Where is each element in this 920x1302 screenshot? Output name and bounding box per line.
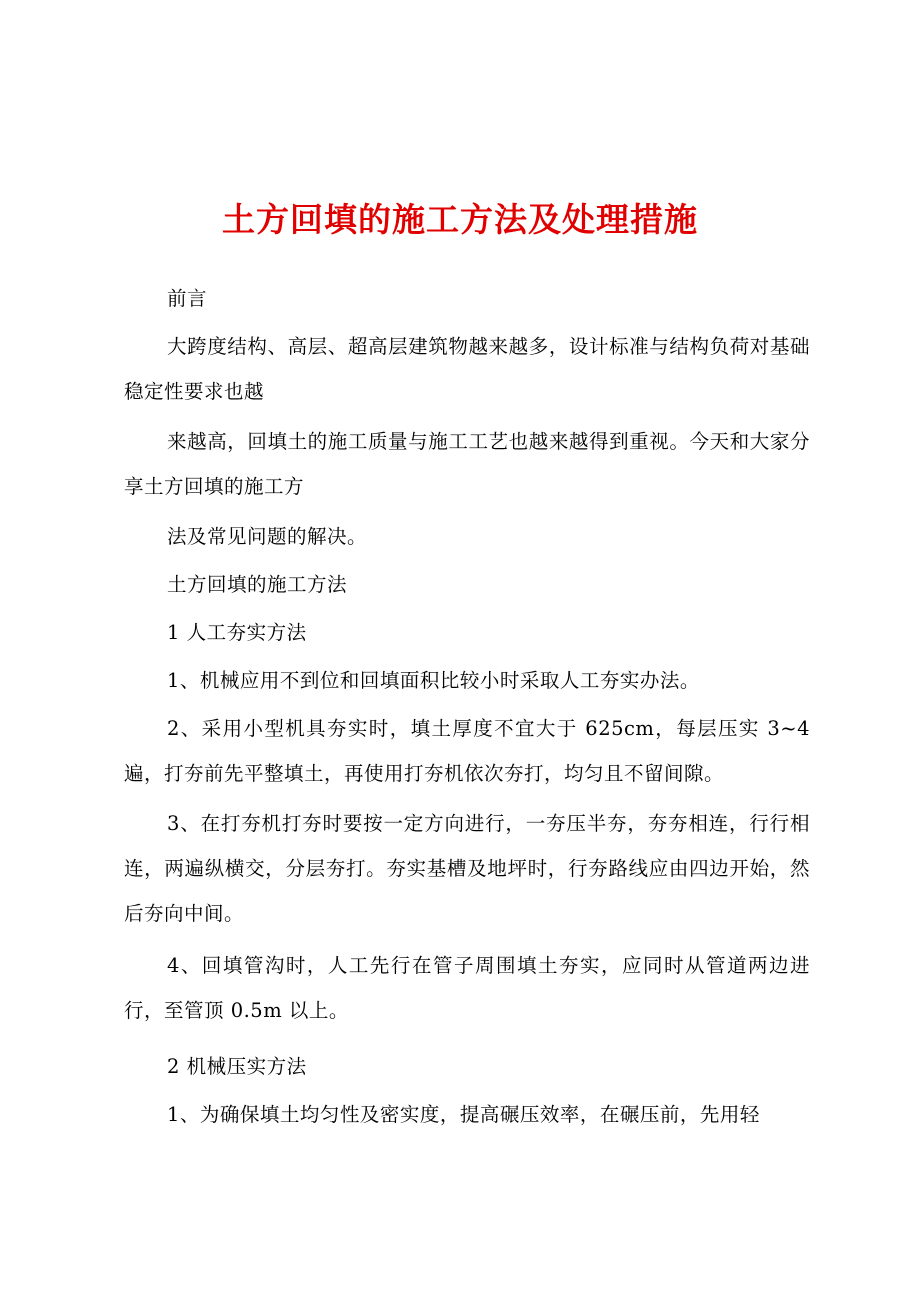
section-heading-methods: 土方回填的施工方法 [167, 573, 348, 596]
document-title: 土方回填的施工方法及处理措施 [222, 200, 698, 239]
list-item-manual-3: 3、在打夯机打夯时要按一定方向进行，一夯压半夯，夯夯相连，行行相连，两遍纵横交，分层夯打。夯实基槽及地坪时，行夯路线应由四边开始，然后夯向中间。 [124, 812, 810, 925]
list-item-manual-2: 2、采用小型机具夯实时，填土厚度不宜大于 625cm，每层压实 3~4 遍，打夯前先平整填土，再使用打夯机依次夯打，均匀且不留间隙。 [124, 717, 810, 785]
paragraph-intro-1: 大跨度结构、高层、超高层建筑物越来越多，设计标准与结构负荷对基础稳定性要求也越 [124, 335, 810, 403]
paragraph-intro-2: 来越高，回填土的施工质量与施工工艺也越来越得到重视。今天和大家分享土方回填的施工方 [124, 430, 810, 498]
list-item-manual-4: 4、回填管沟时，人工先行在管子周围填土夯实，应同时从管道两边进行，至管顶 0.5m 以上。 [124, 954, 810, 1022]
paragraph-intro-3: 法及常见问题的解决。 [167, 525, 368, 548]
paragraph-preface: 前言 [167, 287, 208, 310]
subsection-heading-manual: 1 人工夯实方法 [167, 621, 307, 644]
subsection-heading-mechanical: 2 机械压实方法 [167, 1055, 307, 1078]
list-item-manual-1: 1、机械应用不到位和回填面积比较小时采取人工夯实办法。 [167, 669, 700, 692]
list-item-mechanical-1: 1、为确保填土均匀性及密实度，提高碾压效率，在碾压前，先用轻 [167, 1103, 760, 1126]
